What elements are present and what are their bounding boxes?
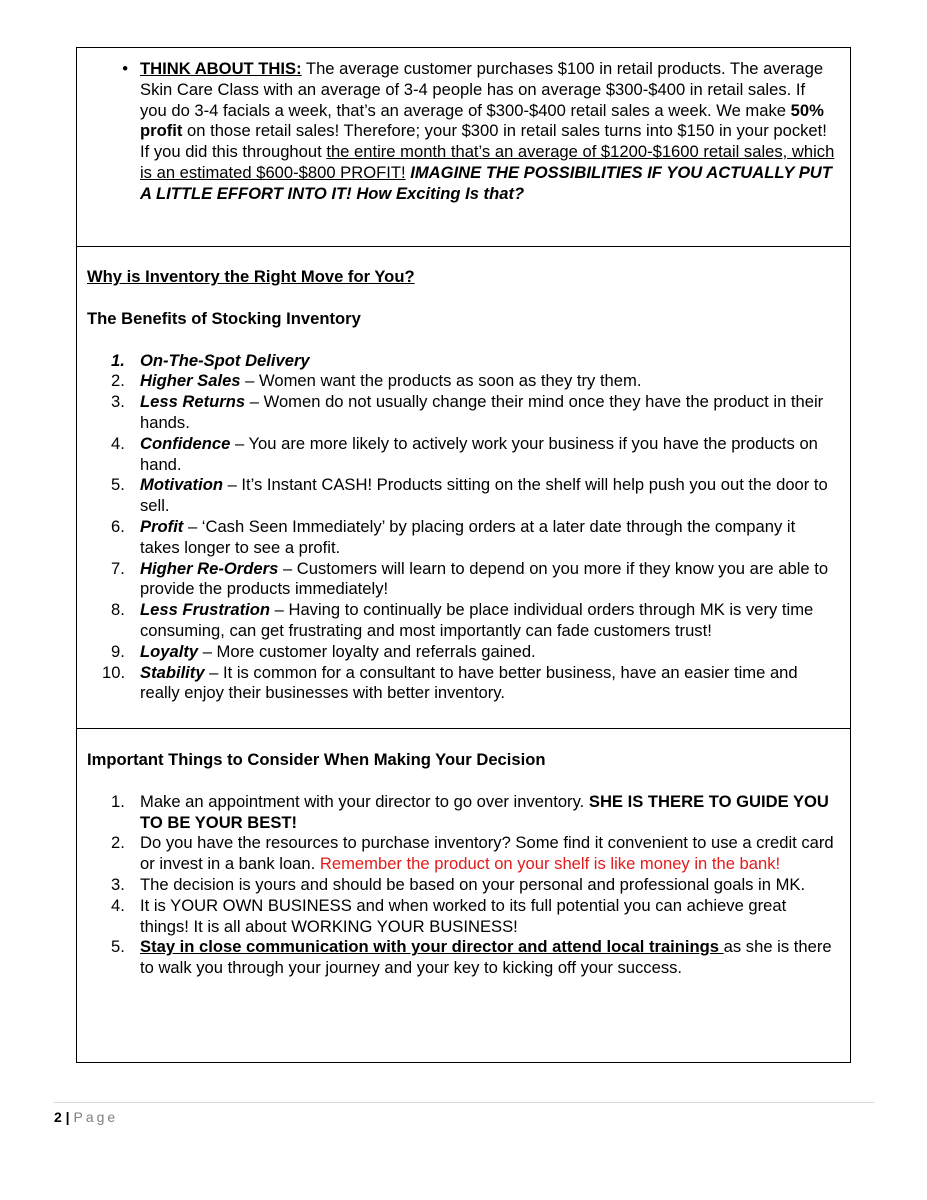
list-item: 8. Less Frustration – Having to continually be place individual orders through MK is very time consuming, can get frustrating and most importantly can fade customers trust! (111, 600, 814, 640)
possibilities-callout: IMAGINE THE POSSIBILITIES IF YOU ACTUALLY PUT A LITTLE EFFORT INTO IT! How Exciting Is that? (140, 162, 832, 203)
page-label: Page (73, 1109, 119, 1125)
list-item: 7. Higher Re-Orders – Customers will learn to depend on you more if they know you are able to provide the products immediately! (111, 558, 829, 599)
list-item: 9. Loyalty – More customer loyalty and referrals gained. (111, 641, 536, 661)
page-footer: 2 | Page (54, 1102, 874, 1125)
considerations-list (87, 792, 840, 979)
list-item: 1. On-The-Spot Delivery (111, 350, 310, 370)
list-item: 5. Motivation – It’s Instant CASH! Products sitting on the shelf will help push you out the door to sell. (111, 475, 828, 516)
list-item: 5. Stay in close communication with your director and attend local trainings as she is there to walk you through your journey and your key to kicking off your success. (111, 937, 832, 978)
think-about-this-paragraph: THINK ABOUT THIS: The average customer purchases $100 in retail products. The average Skin Care Class with an average of 3-4 people has on average $300-$400 in retail sales. If you do 3-4 facials a week, that’s an average of $300-$400 retail sales a week. We make 50% profit on those retail sales! Therefore; your $300 in retail sales turns into $150 in your pocket! If you did this throughout the entire month that’s an average of $1200-$1600 retail sales, which is an estimated $600-$800 PROFIT! IMAGINE THE POSSIBILITIES IF YOU ACTUALLY PUT A LITTLE EFFORT INTO IT! How Exciting Is that? (140, 59, 835, 203)
list-item: 4. It is YOUR OWN BUSINESS and when worked to its full potential you can achieve great things! It is all about WORKING YOUR BUSINESS! (111, 895, 787, 936)
list-item: 4. Confidence – You are more likely to actively work your business if you have the products on hand. (111, 433, 818, 474)
list-item: 6. Profit – ‘Cash Seen Immediately’ by placing orders at a later date through the company it takes longer to see a profit. (111, 516, 796, 557)
benefits-subheading: The Benefits of Stocking Inventory (87, 308, 361, 328)
content-table (76, 47, 851, 1063)
list-item: 2. Do you have the resources to purchase inventory? Some find it convenient to use a credit card or invest in a bank loan. Remember the product on your shelf is like money in the bank! (111, 833, 834, 874)
list-item: 10. Stability – It is common for a consultant to have better business, have an easier time and really enjoy their businesses with better inventory. (102, 662, 798, 703)
benefits-list (87, 351, 840, 705)
think-about-this-cell (77, 48, 850, 246)
list-item: 1. Make an appointment with your director to go over inventory. SHE IS THERE TO GUIDE YOU TO BE YOUR BEST! (111, 791, 829, 832)
list-item: 2. Higher Sales – Women want the products as soon as they try them. (111, 371, 642, 391)
monthly-estimate: the entire month that’s an average of $1200-$1600 retail sales, which is an estimated $600-$800 PROFIT! (140, 142, 835, 182)
page-number: 2 (54, 1109, 62, 1125)
list-item: 3. Less Returns – Women do not usually change their mind once they have the product in their hands. (111, 392, 824, 432)
inventory-heading: Why is Inventory the Right Move for You? (87, 267, 415, 286)
benefits-cell (77, 246, 850, 728)
list-item: 3. The decision is yours and should be based on your personal and professional goals in MK. (111, 874, 806, 894)
profit-highlight: 50% profit (140, 100, 824, 141)
considerations-heading: Important Things to Consider When Making Your Decision (87, 750, 546, 769)
bullet: • (122, 59, 128, 78)
considerations-cell (77, 728, 850, 1062)
money-in-bank-note: Remember the product on your shelf is like money in the bank! (319, 854, 781, 874)
think-about-this-label: THINK ABOUT THIS: (140, 59, 302, 78)
